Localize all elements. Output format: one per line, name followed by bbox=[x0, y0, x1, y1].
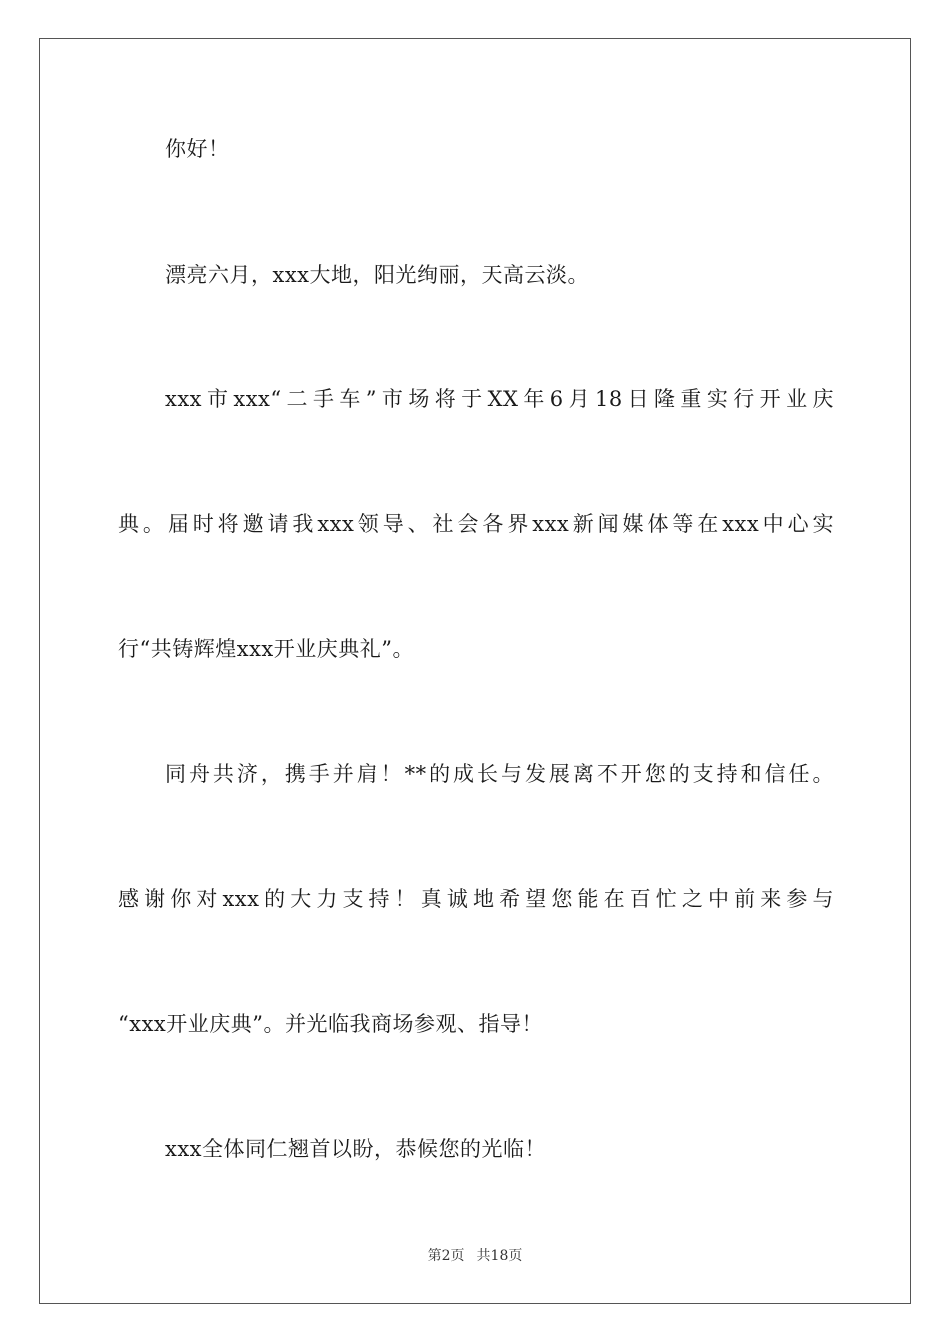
greeting-line: 你好！ bbox=[165, 137, 230, 161]
paragraph-line: “xxx开业庆典”。并光临我商场参观、指导！ bbox=[118, 1012, 543, 1036]
page-border bbox=[39, 38, 911, 1304]
paragraph-line: 行“共铸辉煌xxx开业庆典礼”。 bbox=[118, 637, 415, 661]
page-total: 共18页 bbox=[476, 1248, 523, 1264]
paragraph-line: 漂亮六月，xxx大地，阳光绚丽，天高云淡。 bbox=[165, 263, 590, 287]
paragraph-line: 感谢你对xxx的大力支持！真诚地希望您能在百忙之中前来参与 bbox=[118, 887, 834, 911]
paragraph-line: xxx市xxx“二手车”市场将于XX年6月18日隆重实行开业庆 bbox=[165, 387, 834, 411]
paragraph-line: 同舟共济，携手并肩！**的成长与发展离不开您的支持和信任。 bbox=[165, 762, 834, 786]
page-number: 第2页 bbox=[427, 1248, 465, 1264]
page-footer bbox=[0, 1246, 950, 1266]
paragraph-line: 典。届时将邀请我xxx领导、社会各界xxx新闻媒体等在xxx中心实 bbox=[118, 512, 834, 536]
closing-line: xxx全体同仁翘首以盼，恭候您的光临！ bbox=[165, 1137, 547, 1161]
